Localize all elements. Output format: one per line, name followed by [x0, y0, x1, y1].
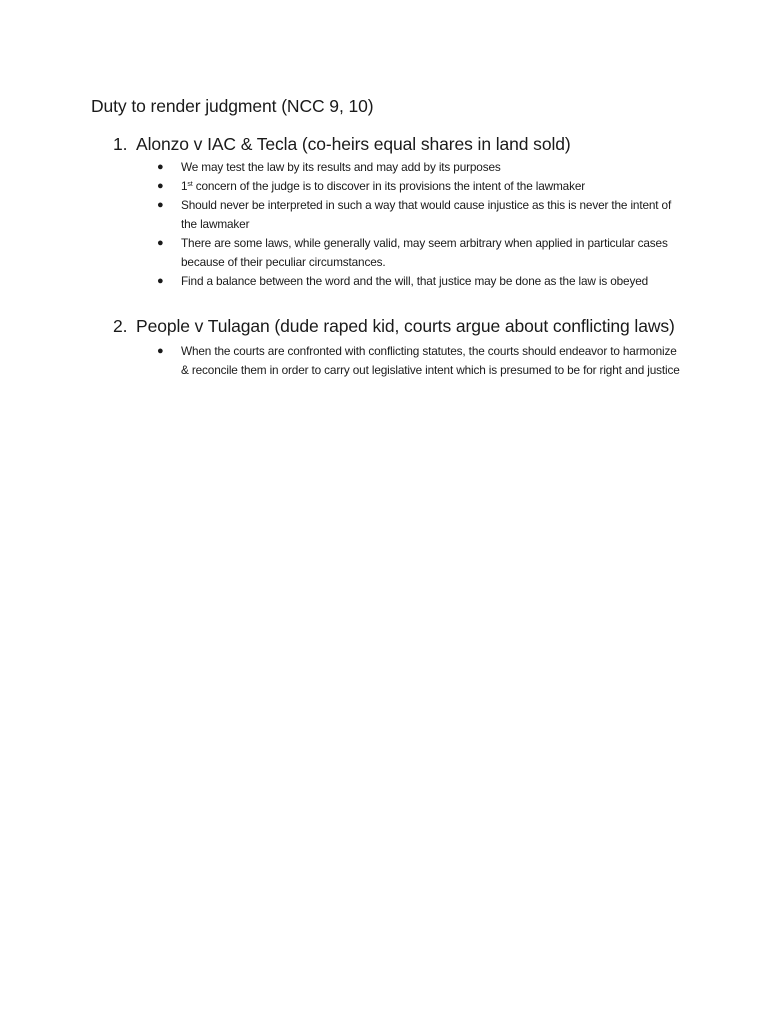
bullet-text: [181, 179, 585, 193]
case-number: 2.: [113, 316, 128, 336]
bullet-list: [0, 158, 768, 291]
bullet-text: When the courts are confronted with conflicting statutes, the courts should endeavor to harmonize & reconcile them in order to carry out legislative intent which is presumed to be for right and justice: [181, 344, 680, 377]
case-heading-text: People v Tulagan (dude raped kid, courts argue about conflicting laws): [136, 316, 675, 336]
case-section: [0, 132, 768, 291]
bullet-text: Find a balance between the word and the will, that justice may be done as the law is obeyed: [181, 274, 649, 288]
bullet-icon: ●: [157, 345, 164, 357]
case-heading: [0, 132, 768, 157]
bullet-icon: ●: [157, 199, 164, 211]
list-item: [0, 234, 768, 272]
list-item: [0, 177, 768, 196]
bullet-icon: ●: [157, 275, 164, 287]
bullet-icon: ●: [157, 237, 164, 249]
bullet-text: There are some laws, while generally valid, may seem arbitrary when applied in particular cases because of their peculiar circumstances.: [181, 236, 668, 269]
bullet-text-rest: concern of the judge is to discover in its provisions the intent of the lawmaker: [192, 179, 586, 193]
ordinal-number: 1: [181, 179, 188, 193]
ordinal-suffix: st: [187, 181, 193, 188]
bullet-list: [0, 342, 768, 380]
list-item: [0, 272, 768, 291]
bullet-text: We may test the law by its results and may add by its purposes: [181, 160, 501, 174]
list-item: [0, 158, 768, 177]
document-title: Duty to render judgment (NCC 9, 10): [91, 96, 374, 116]
bullet-icon: ●: [157, 161, 164, 173]
list-item: [0, 342, 768, 380]
case-section: [0, 314, 768, 380]
case-number: 1.: [113, 134, 128, 154]
list-item: [0, 196, 768, 234]
case-heading-text: Alonzo v IAC & Tecla (co-heirs equal shares in land sold): [136, 134, 571, 154]
case-heading: [0, 314, 768, 339]
bullet-icon: ●: [157, 180, 164, 192]
bullet-text: Should never be interpreted in such a way that would cause injustice as this is never the intent of the lawmaker: [181, 198, 672, 231]
